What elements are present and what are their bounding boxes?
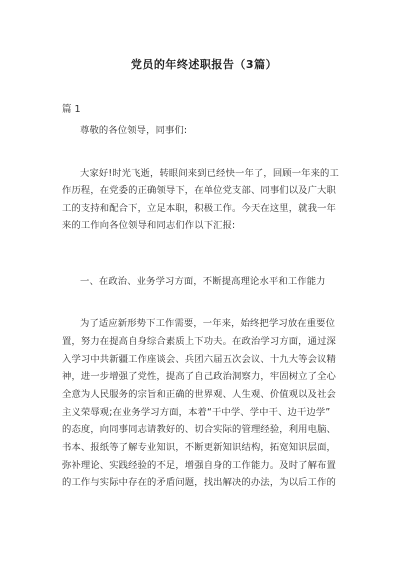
- paragraph-line: 置，努力在提高自身综合素质上下功夫。在政治学习方面，通过深: [62, 336, 336, 347]
- paragraph-line: 的工作与实际中存在的矛盾问题，找出解决的办法，为以后工作的: [62, 477, 336, 488]
- paragraph-line: 来的工作向各位领导和同志们作以下汇报:: [62, 220, 236, 231]
- paragraph-line: 工的支持和配合下，立足本职，积极工作。今天在这里，就我一年: [62, 203, 336, 214]
- paragraph-line: 大家好!时光飞逝，转眼间来到已经快一年了，回顾一年来的工: [80, 168, 339, 179]
- paragraph-line: 的态度，向同事同志请教好的、切合实际的管理经验，利用电脑、: [62, 424, 336, 435]
- paragraph-line: 书本、报纸等了解专业知识，不断更新知识结构，拓宽知识层面，: [62, 442, 336, 453]
- document-title: 党员的年终述职报告（3篇）: [130, 58, 278, 71]
- paragraph-line: 神，进一步增强了党性，提高了自己政治洞察力，牢固树立了全心: [62, 371, 336, 382]
- paragraph-line: 为了适应新形势下工作需要，一年来，始终把学习放在重要位: [80, 318, 336, 329]
- section-label: 篇 1: [62, 104, 81, 115]
- paragraph-line: 入学习中共新疆工作座谈会、兵团六届五次会议、十九大等会议精: [62, 354, 336, 365]
- section-heading: 一、在政治、业务学习方面，不断提高理论水平和工作能力: [80, 276, 326, 287]
- paragraph-line: 作历程，在党委的正确领导下，在单位党支部、同事们以及广大职: [62, 185, 336, 196]
- paragraph-line: 全意为人民服务的宗旨和正确的世界观、人生观、价值观以及社会: [62, 389, 336, 400]
- paragraph-line: 主义荣辱观;在业务学习方面，本着“干中学、学中干、边干边学”: [62, 407, 331, 418]
- paragraph-line: 弥补理论、实践经验的不足，增强自身的工作能力。及时了解布置: [62, 460, 336, 471]
- salutation: 尊敬的各位领导，同事们:: [80, 125, 188, 136]
